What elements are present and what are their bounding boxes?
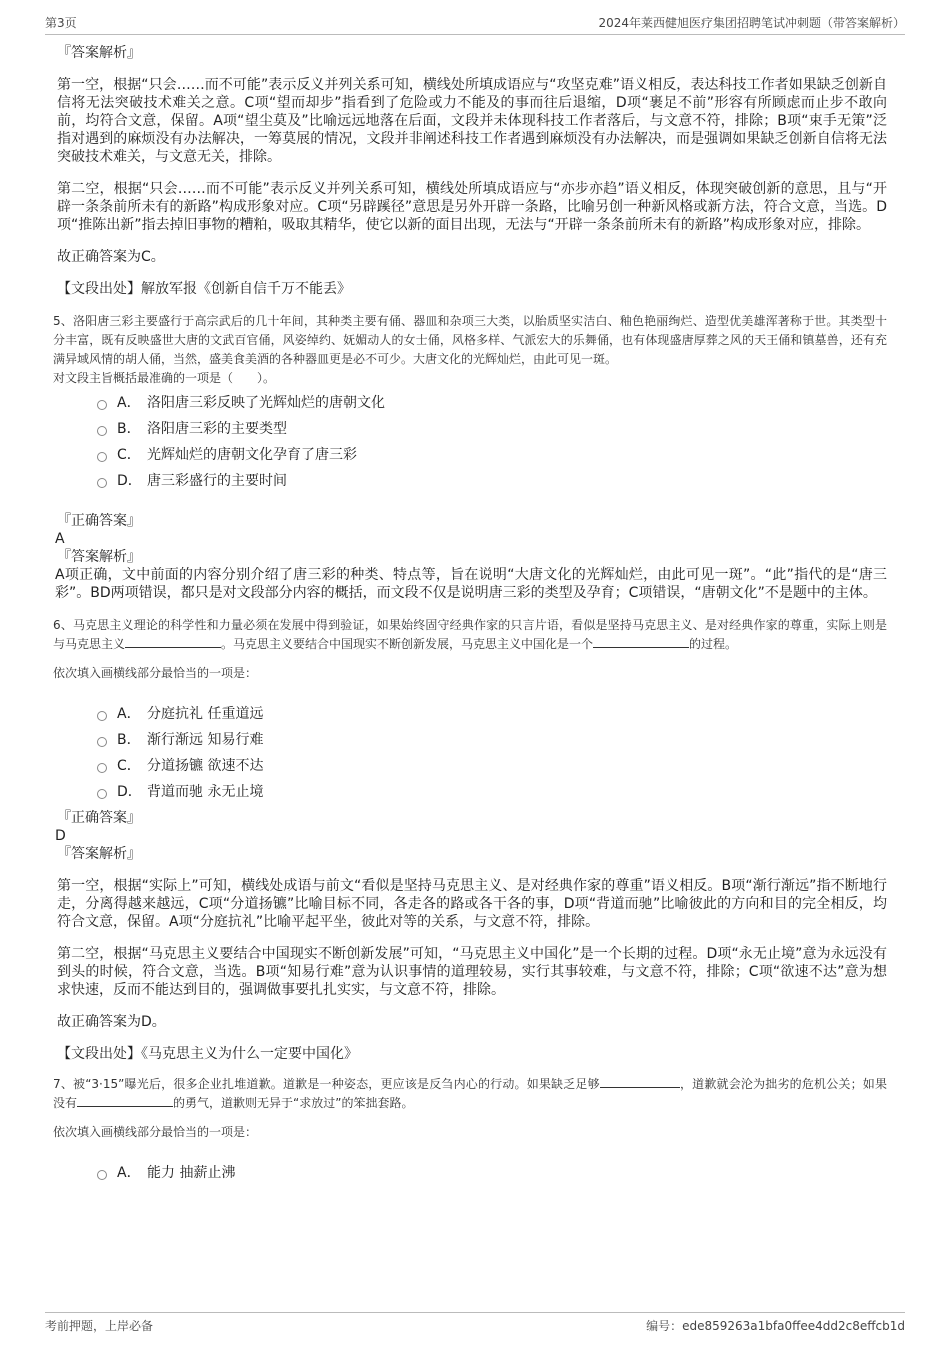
correct-answer: A: [55, 531, 65, 547]
option-a[interactable]: A． 洛阳唐三彩反映了光辉灿烂的唐朝文化: [97, 390, 887, 416]
question-5-options: [57, 390, 887, 494]
conclusion: 故正确答案为C。: [57, 249, 165, 265]
option-d[interactable]: D． 背道而驰 永无止境: [97, 779, 887, 805]
fill-blank: [600, 1075, 680, 1088]
radio-icon[interactable]: [97, 711, 107, 721]
source-citation: 【文段出处】《马克思主义为什么一定要中国化》: [57, 1046, 358, 1062]
option-a[interactable]: A． 能力 抽薪止沸: [97, 1160, 887, 1186]
document-id: 编号：ede859263a1bfa0ffee4dd2c8effcb1d: [646, 1319, 905, 1333]
page-number: 第3页: [45, 16, 77, 30]
analysis-paragraph: 第一空，根据“实际上”可知，横线处成语与前文“看似是坚持马克思主义、是对经典作家的尊重”语义相反。B项“渐行渐远”指不断地行走，分离得越来越远，C项“分道扬镳”比喻目标不同，各走各的路或各干各的事，D项“背道而驰”比喻彼此的方向和目的完全相反，均符合文意，保留。A项“分庭抗礼”比喻平起平坐，彼此对等的关系，与文意不符，排除。: [57, 878, 887, 930]
radio-icon[interactable]: [97, 452, 107, 462]
radio-icon[interactable]: [97, 789, 107, 799]
analysis-tag: 『答案解析』: [57, 45, 141, 61]
question-7-stem: 7、被“3·15”曝光后，很多企业扎堆道歉。道歉是一种姿态，更应该是反刍内心的行动。如果缺乏足够 ，道歉就会沦为拙劣的危机公关；如果没有 的勇气，道歉则无异于“求放过”的笨拙套路。: [53, 1077, 887, 1110]
radio-icon[interactable]: [97, 400, 107, 410]
radio-icon[interactable]: [97, 478, 107, 488]
option-d[interactable]: D． 唐三彩盛行的主要时间: [97, 468, 887, 494]
footer-slogan: 考前押题，上岸必备: [45, 1319, 154, 1333]
radio-icon[interactable]: [97, 1170, 107, 1180]
fill-blank: [125, 635, 221, 648]
option-text: 能力 抽薪止沸: [147, 1165, 236, 1181]
analysis-tag: 『答案解析』: [57, 549, 141, 565]
question-6-options: [57, 701, 887, 805]
radio-icon[interactable]: [97, 763, 107, 773]
fill-blank: [77, 1094, 173, 1107]
option-a[interactable]: A． 分庭抗礼 任重道远: [97, 701, 887, 727]
option-b[interactable]: B． 渐行渐远 知易行难: [97, 727, 887, 753]
question-5-prompt: 对文段主旨概括最准确的一项是（ ）。: [53, 371, 276, 385]
option-text: 分道扬镳 欲速不达: [147, 758, 264, 774]
document-title: 2024年莱西健旭医疗集团招聘笔试冲刺题（带答案解析）: [598, 16, 905, 30]
option-text: 洛阳唐三彩反映了光辉灿烂的唐朝文化: [147, 395, 385, 411]
correct-answer: D: [55, 828, 66, 844]
analysis-tag: 『答案解析』: [57, 846, 141, 862]
option-text: 唐三彩盛行的主要时间: [147, 473, 287, 489]
analysis-paragraph: 第一空，根据“只会……而不可能”表示反义并列关系可知，横线处所填成语应与“攻坚克难”语义相反，表达科技工作者如果缺乏创新自信将无法突破技术难关之意。C项“望而却步”指看到了危险或力不能及的事而往后退缩，D项“裹足不前”形容有所顾虑而止步不敢向前，均符合文意，保留。A项“望尘莫及”比喻远远地落在后面，文段并未体现科技工作者落后，与文意不符，排除；B项“束手无策”泛指对遇到的麻烦没有办法解决，一筹莫展的情况，文段并非阐述科技工作者遇到麻烦没有办法解决，而是强调如果缺乏创新自信将无法突破技术难关，与文意无关，排除。: [57, 77, 887, 165]
document-body: [53, 44, 887, 1186]
analysis-paragraph: 第二空，根据“只会……而不可能”表示反义并列关系可知，横线处所填成语应与“亦步亦趋”语义相反，体现突破创新的意思，且与“开辟一条条前所未有的新路”构成形象对应。C项“另辟蹊径”意思是另外开辟一条路，比喻另创一种新风格或新方法，符合文意，当选。D项“推陈出新”指去掉旧事物的糟粕，吸取其精华，使它以新的面目出现，无法与“开辟一条条前所未有的新路”构成形象对应，排除。: [57, 181, 887, 233]
option-c[interactable]: C． 分道扬镳 欲速不达: [97, 753, 887, 779]
source-citation: 【文段出处】解放军报《创新自信千万不能丢》: [57, 281, 351, 297]
conclusion: 故正确答案为D。: [57, 1014, 166, 1030]
page-header: [45, 14, 905, 35]
correct-answer-tag: 『正确答案』: [57, 810, 141, 826]
analysis-paragraph: 第二空，根据“马克思主义要结合中国现实不断创新发展”可知，“马克思主义中国化”是一个长期的过程。D项“永无止境”意为永远没有到头的时候，符合文意，当选。B项“知易行难”意为认识事情的道理较易，实行其事较难，与文意不符，排除；C项“欲速不达”意为想求快速，反而不能达到目的，强调做事要扎扎实实，与文意不符，排除。: [57, 946, 887, 998]
option-text: 洛阳唐三彩的主要类型: [147, 421, 287, 437]
option-text: 光辉灿烂的唐朝文化孕育了唐三彩: [147, 447, 357, 463]
option-b[interactable]: B． 洛阳唐三彩的主要类型: [97, 416, 887, 442]
question-7-prompt: 依次填入画横线部分最恰当的一项是：: [53, 1125, 258, 1139]
page-footer: [45, 1312, 905, 1337]
radio-icon[interactable]: [97, 426, 107, 436]
question-6-stem: 6、马克思主义理论的科学性和力量必须在发展中得到验证，如果始终固守经典作家的只言片语，看似是坚持马克思主义、是对经典作家的尊重，实际上则是与马克思主义 。马克思主义要结合中国现实不断创新发展，马克思主义中国化是一个 的过程。: [53, 618, 887, 651]
correct-answer-tag: 『正确答案』: [57, 513, 141, 529]
analysis-paragraph: A项正确，文中前面的内容分别介绍了唐三彩的种类、特点等，旨在说明“大唐文化的光辉灿烂，由此可见一斑”。“此”指代的是“唐三彩”。BD两项错误，都只是对文段部分内容的概括，而文段不仅是说明唐三彩的类型及孕育；C项错误，“唐朝文化”不是题中的主体。: [55, 567, 887, 601]
question-7-options: [57, 1160, 887, 1186]
question-5-stem: 5、洛阳唐三彩主要盛行于高宗武后的几十年间，其种类主要有俑、器皿和杂项三大类，以胎质坚实洁白、釉色艳丽绚烂、造型优美雄浑著称于世。其类型十分丰富，既有反映盛世大唐的文武百官俑，风姿绰约、妩媚动人的女士俑，风格多样、气派宏大的乐舞俑，也有体现盛唐厚葬之风的天王俑和镇墓兽，还有充满异域风情的胡人俑，当然，盛美食美酒的各种器皿更是必不可少。大唐文化的光辉灿烂，由此可见一斑。: [53, 314, 887, 366]
option-c[interactable]: C． 光辉灿烂的唐朝文化孕育了唐三彩: [97, 442, 887, 468]
option-text: 渐行渐远 知易行难: [147, 732, 264, 748]
fill-blank: [593, 635, 689, 648]
question-6-prompt: 依次填入画横线部分最恰当的一项是：: [53, 666, 258, 680]
radio-icon[interactable]: [97, 737, 107, 747]
option-text: 分庭抗礼 任重道远: [147, 706, 264, 722]
option-text: 背道而驰 永无止境: [147, 784, 264, 800]
